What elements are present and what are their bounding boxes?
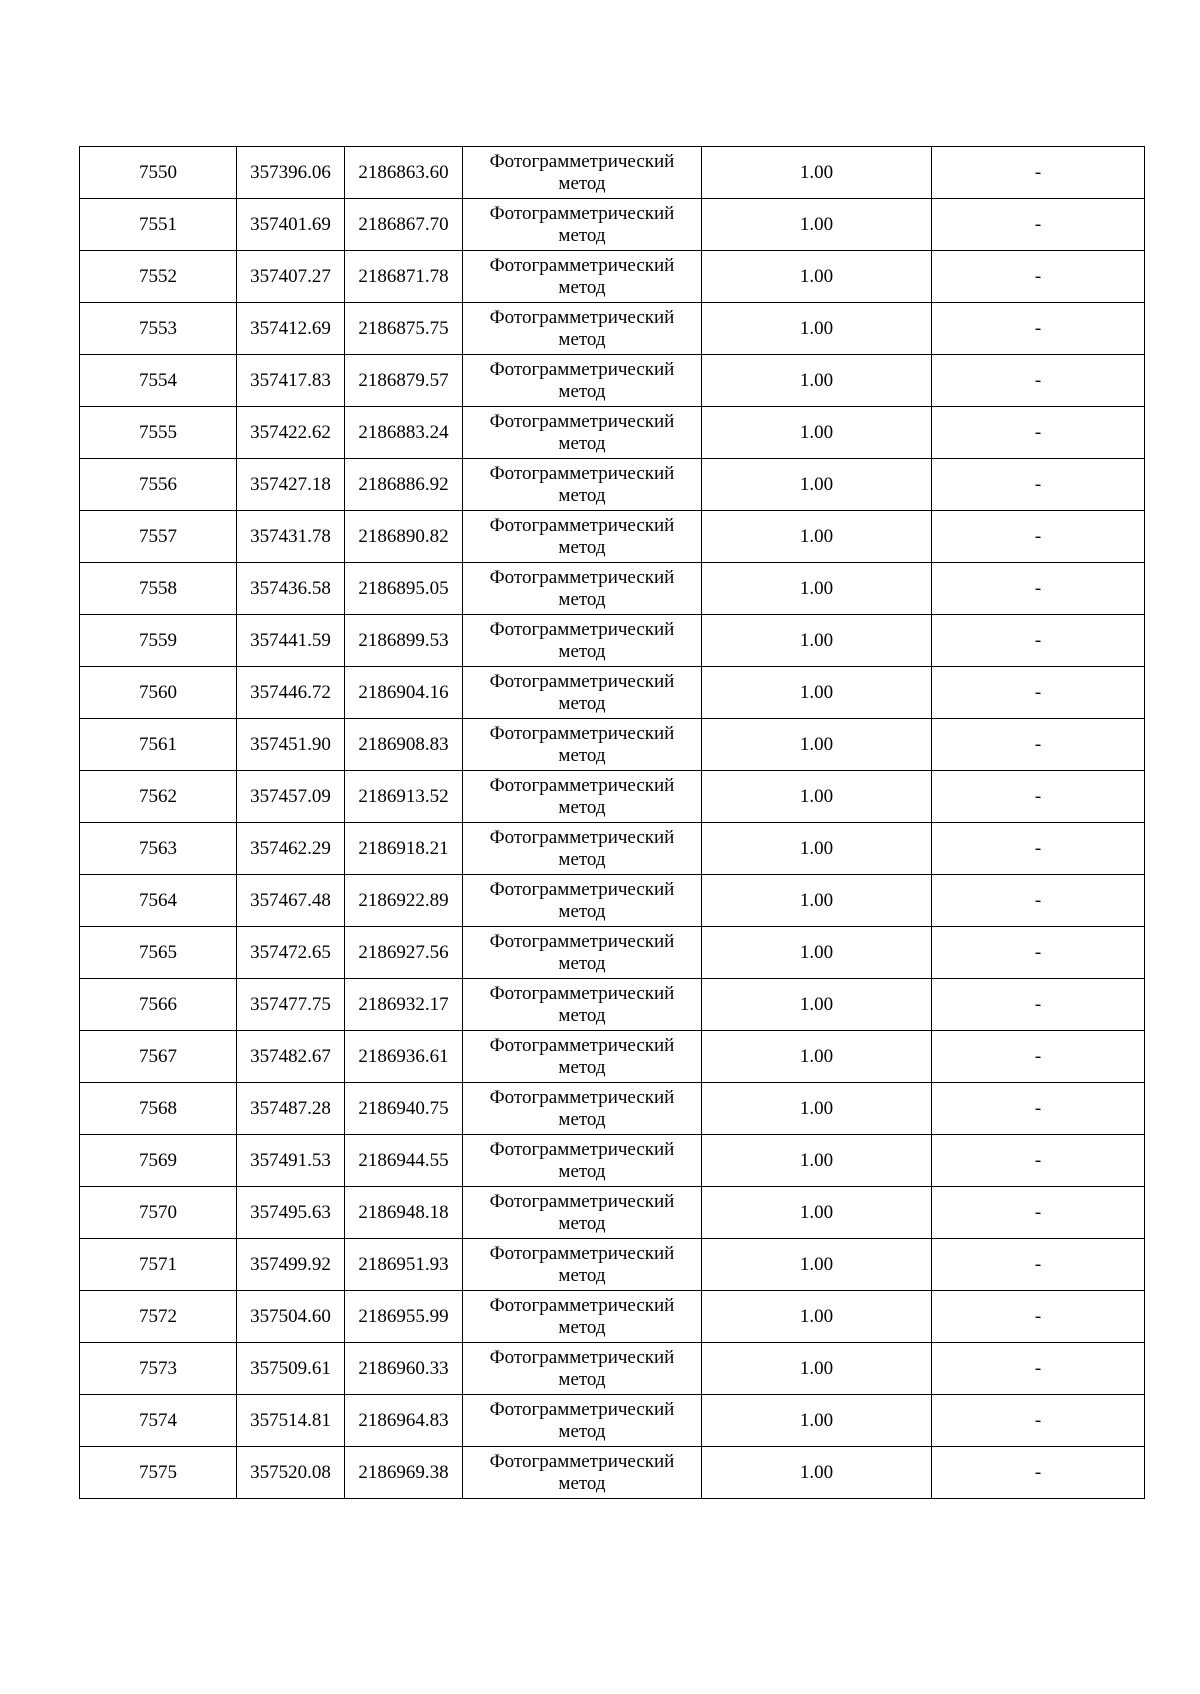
accuracy-cell: 1.00: [702, 407, 932, 459]
method-cell: [463, 719, 702, 771]
method-line-1: Фотограмметрический: [489, 826, 675, 848]
note-cell: -: [932, 1187, 1145, 1239]
table-body: [80, 147, 1145, 1499]
method-cell: [463, 1031, 702, 1083]
x-coordinate-cell: 357509.61: [237, 1343, 345, 1395]
y-coordinate-cell: 2186875.75: [345, 303, 463, 355]
method-line-1: Фотограмметрический: [489, 254, 675, 276]
method-line-2: метод: [558, 484, 606, 506]
table-row: [80, 1031, 1145, 1083]
x-coordinate-cell: 357487.28: [237, 1083, 345, 1135]
method-cell: [463, 771, 702, 823]
accuracy-cell: 1.00: [702, 1343, 932, 1395]
x-coordinate-cell: 357446.72: [237, 667, 345, 719]
method-line-2: метод: [558, 432, 606, 454]
method-cell: [463, 667, 702, 719]
accuracy-cell: 1.00: [702, 979, 932, 1031]
y-coordinate-cell: 2186927.56: [345, 927, 463, 979]
point-number-cell: 7554: [80, 355, 237, 407]
accuracy-cell: 1.00: [702, 147, 932, 199]
x-coordinate-cell: 357457.09: [237, 771, 345, 823]
table-row: [80, 979, 1145, 1031]
note-cell: -: [932, 1135, 1145, 1187]
table-row: [80, 407, 1145, 459]
point-number-cell: 7575: [80, 1447, 237, 1499]
method-cell: [463, 927, 702, 979]
point-number-cell: 7557: [80, 511, 237, 563]
method-line-2: метод: [558, 172, 606, 194]
method-line-2: метод: [558, 328, 606, 350]
method-line-2: метод: [558, 1472, 606, 1494]
y-coordinate-cell: 2186867.70: [345, 199, 463, 251]
table-row: [80, 563, 1145, 615]
method-line-1: Фотограмметрический: [489, 1294, 675, 1316]
accuracy-cell: 1.00: [702, 1083, 932, 1135]
method-cell: [463, 199, 702, 251]
method-cell: [463, 407, 702, 459]
method-cell: [463, 1343, 702, 1395]
x-coordinate-cell: 357462.29: [237, 823, 345, 875]
accuracy-cell: 1.00: [702, 927, 932, 979]
method-cell: [463, 1447, 702, 1499]
method-cell: [463, 875, 702, 927]
method-line-2: метод: [558, 1108, 606, 1130]
method-cell: [463, 1083, 702, 1135]
note-cell: -: [932, 823, 1145, 875]
method-cell: [463, 251, 702, 303]
table-row: [80, 1291, 1145, 1343]
method-line-1: Фотограмметрический: [489, 1450, 675, 1472]
method-line-1: Фотограмметрический: [489, 878, 675, 900]
y-coordinate-cell: 2186904.16: [345, 667, 463, 719]
table-row: [80, 719, 1145, 771]
x-coordinate-cell: 357422.62: [237, 407, 345, 459]
x-coordinate-cell: 357499.92: [237, 1239, 345, 1291]
method-line-2: метод: [558, 1420, 606, 1442]
method-line-2: метод: [558, 900, 606, 922]
point-number-cell: 7560: [80, 667, 237, 719]
note-cell: -: [932, 927, 1145, 979]
note-cell: -: [932, 1395, 1145, 1447]
table-row: [80, 667, 1145, 719]
method-cell: [463, 1395, 702, 1447]
y-coordinate-cell: 2186936.61: [345, 1031, 463, 1083]
point-number-cell: 7553: [80, 303, 237, 355]
accuracy-cell: 1.00: [702, 1395, 932, 1447]
method-line-2: метод: [558, 848, 606, 870]
table-row: [80, 1343, 1145, 1395]
method-cell: [463, 615, 702, 667]
note-cell: -: [932, 1083, 1145, 1135]
note-cell: -: [932, 147, 1145, 199]
y-coordinate-cell: 2186932.17: [345, 979, 463, 1031]
method-cell: [463, 147, 702, 199]
table-row: [80, 303, 1145, 355]
method-line-2: метод: [558, 380, 606, 402]
method-line-2: метод: [558, 1212, 606, 1234]
point-number-cell: 7550: [80, 147, 237, 199]
y-coordinate-cell: 2186879.57: [345, 355, 463, 407]
table-row: [80, 251, 1145, 303]
table-row: [80, 927, 1145, 979]
x-coordinate-cell: 357441.59: [237, 615, 345, 667]
note-cell: -: [932, 459, 1145, 511]
accuracy-cell: 1.00: [702, 355, 932, 407]
method-cell: [463, 1135, 702, 1187]
note-cell: -: [932, 667, 1145, 719]
table-row: [80, 1187, 1145, 1239]
point-number-cell: 7565: [80, 927, 237, 979]
note-cell: -: [932, 199, 1145, 251]
method-line-1: Фотограмметрический: [489, 150, 675, 172]
point-number-cell: 7571: [80, 1239, 237, 1291]
method-line-1: Фотограмметрический: [489, 670, 675, 692]
method-line-1: Фотограмметрический: [489, 358, 675, 380]
method-line-1: Фотограмметрический: [489, 410, 675, 432]
method-line-1: Фотограмметрический: [489, 514, 675, 536]
method-line-2: метод: [558, 744, 606, 766]
point-number-cell: 7551: [80, 199, 237, 251]
y-coordinate-cell: 2186969.38: [345, 1447, 463, 1499]
x-coordinate-cell: 357514.81: [237, 1395, 345, 1447]
method-line-2: метод: [558, 224, 606, 246]
accuracy-cell: 1.00: [702, 303, 932, 355]
y-coordinate-cell: 2186871.78: [345, 251, 463, 303]
table-row: [80, 1395, 1145, 1447]
x-coordinate-cell: 357491.53: [237, 1135, 345, 1187]
y-coordinate-cell: 2186886.92: [345, 459, 463, 511]
x-coordinate-cell: 357482.67: [237, 1031, 345, 1083]
y-coordinate-cell: 2186913.52: [345, 771, 463, 823]
method-line-1: Фотограмметрический: [489, 774, 675, 796]
table-row: [80, 355, 1145, 407]
x-coordinate-cell: 357407.27: [237, 251, 345, 303]
table-row: [80, 823, 1145, 875]
point-number-cell: 7566: [80, 979, 237, 1031]
accuracy-cell: 1.00: [702, 1187, 932, 1239]
note-cell: -: [932, 979, 1145, 1031]
y-coordinate-cell: 2186863.60: [345, 147, 463, 199]
point-number-cell: 7573: [80, 1343, 237, 1395]
note-cell: -: [932, 615, 1145, 667]
note-cell: -: [932, 251, 1145, 303]
method-line-2: метод: [558, 1368, 606, 1390]
method-line-2: метод: [558, 1004, 606, 1026]
y-coordinate-cell: 2186899.53: [345, 615, 463, 667]
method-line-2: метод: [558, 692, 606, 714]
table-row: [80, 1447, 1145, 1499]
note-cell: -: [932, 1031, 1145, 1083]
coordinates-table: [79, 146, 1145, 1499]
method-cell: [463, 563, 702, 615]
method-line-1: Фотограмметрический: [489, 462, 675, 484]
point-number-cell: 7558: [80, 563, 237, 615]
point-number-cell: 7568: [80, 1083, 237, 1135]
y-coordinate-cell: 2186948.18: [345, 1187, 463, 1239]
note-cell: -: [932, 563, 1145, 615]
point-number-cell: 7569: [80, 1135, 237, 1187]
method-line-2: метод: [558, 276, 606, 298]
method-line-2: метод: [558, 1160, 606, 1182]
method-line-2: метод: [558, 536, 606, 558]
method-line-2: метод: [558, 1056, 606, 1078]
point-number-cell: 7563: [80, 823, 237, 875]
x-coordinate-cell: 357467.48: [237, 875, 345, 927]
x-coordinate-cell: 357495.63: [237, 1187, 345, 1239]
table-row: [80, 1135, 1145, 1187]
note-cell: -: [932, 875, 1145, 927]
x-coordinate-cell: 357396.06: [237, 147, 345, 199]
point-number-cell: 7559: [80, 615, 237, 667]
method-cell: [463, 511, 702, 563]
note-cell: -: [932, 303, 1145, 355]
point-number-cell: 7574: [80, 1395, 237, 1447]
method-line-1: Фотограмметрический: [489, 1138, 675, 1160]
x-coordinate-cell: 357427.18: [237, 459, 345, 511]
note-cell: -: [932, 355, 1145, 407]
x-coordinate-cell: 357401.69: [237, 199, 345, 251]
table-row: [80, 511, 1145, 563]
point-number-cell: 7562: [80, 771, 237, 823]
point-number-cell: 7552: [80, 251, 237, 303]
x-coordinate-cell: 357520.08: [237, 1447, 345, 1499]
accuracy-cell: 1.00: [702, 771, 932, 823]
method-cell: [463, 1239, 702, 1291]
accuracy-cell: 1.00: [702, 667, 932, 719]
accuracy-cell: 1.00: [702, 511, 932, 563]
accuracy-cell: 1.00: [702, 459, 932, 511]
method-line-2: метод: [558, 952, 606, 974]
y-coordinate-cell: 2186883.24: [345, 407, 463, 459]
y-coordinate-cell: 2186908.83: [345, 719, 463, 771]
y-coordinate-cell: 2186955.99: [345, 1291, 463, 1343]
method-line-1: Фотограмметрический: [489, 202, 675, 224]
table-row: [80, 199, 1145, 251]
method-cell: [463, 1291, 702, 1343]
note-cell: -: [932, 1291, 1145, 1343]
table-row: [80, 771, 1145, 823]
method-line-2: метод: [558, 588, 606, 610]
x-coordinate-cell: 357477.75: [237, 979, 345, 1031]
point-number-cell: 7561: [80, 719, 237, 771]
note-cell: -: [932, 1239, 1145, 1291]
point-number-cell: 7570: [80, 1187, 237, 1239]
method-line-1: Фотограмметрический: [489, 1034, 675, 1056]
method-cell: [463, 303, 702, 355]
method-line-1: Фотограмметрический: [489, 306, 675, 328]
method-cell: [463, 823, 702, 875]
accuracy-cell: 1.00: [702, 1447, 932, 1499]
method-line-2: метод: [558, 640, 606, 662]
y-coordinate-cell: 2186918.21: [345, 823, 463, 875]
method-line-1: Фотограмметрический: [489, 982, 675, 1004]
method-line-2: метод: [558, 1264, 606, 1286]
table-row: [80, 1239, 1145, 1291]
table-row: [80, 615, 1145, 667]
y-coordinate-cell: 2186951.93: [345, 1239, 463, 1291]
point-number-cell: 7567: [80, 1031, 237, 1083]
note-cell: -: [932, 719, 1145, 771]
table-row: [80, 875, 1145, 927]
note-cell: -: [932, 1447, 1145, 1499]
method-cell: [463, 459, 702, 511]
accuracy-cell: 1.00: [702, 823, 932, 875]
accuracy-cell: 1.00: [702, 251, 932, 303]
x-coordinate-cell: 357472.65: [237, 927, 345, 979]
y-coordinate-cell: 2186895.05: [345, 563, 463, 615]
x-coordinate-cell: 357451.90: [237, 719, 345, 771]
method-line-1: Фотограмметрический: [489, 618, 675, 640]
point-number-cell: 7556: [80, 459, 237, 511]
note-cell: -: [932, 407, 1145, 459]
note-cell: -: [932, 511, 1145, 563]
table-row: [80, 459, 1145, 511]
y-coordinate-cell: 2186964.83: [345, 1395, 463, 1447]
note-cell: -: [932, 1343, 1145, 1395]
accuracy-cell: 1.00: [702, 719, 932, 771]
accuracy-cell: 1.00: [702, 1031, 932, 1083]
x-coordinate-cell: 357417.83: [237, 355, 345, 407]
x-coordinate-cell: 357412.69: [237, 303, 345, 355]
method-line-1: Фотограмметрический: [489, 1190, 675, 1212]
method-line-1: Фотограмметрический: [489, 1346, 675, 1368]
table-row: [80, 147, 1145, 199]
method-line-1: Фотограмметрический: [489, 1398, 675, 1420]
x-coordinate-cell: 357436.58: [237, 563, 345, 615]
y-coordinate-cell: 2186890.82: [345, 511, 463, 563]
accuracy-cell: 1.00: [702, 1135, 932, 1187]
point-number-cell: 7572: [80, 1291, 237, 1343]
accuracy-cell: 1.00: [702, 563, 932, 615]
y-coordinate-cell: 2186960.33: [345, 1343, 463, 1395]
method-line-1: Фотограмметрический: [489, 566, 675, 588]
method-line-1: Фотограмметрический: [489, 722, 675, 744]
point-number-cell: 7555: [80, 407, 237, 459]
method-line-1: Фотограмметрический: [489, 1086, 675, 1108]
method-line-2: метод: [558, 796, 606, 818]
method-line-1: Фотограмметрический: [489, 1242, 675, 1264]
y-coordinate-cell: 2186922.89: [345, 875, 463, 927]
accuracy-cell: 1.00: [702, 1291, 932, 1343]
method-cell: [463, 979, 702, 1031]
accuracy-cell: 1.00: [702, 1239, 932, 1291]
y-coordinate-cell: 2186944.55: [345, 1135, 463, 1187]
method-cell: [463, 355, 702, 407]
table-row: [80, 1083, 1145, 1135]
point-number-cell: 7564: [80, 875, 237, 927]
accuracy-cell: 1.00: [702, 875, 932, 927]
method-cell: [463, 1187, 702, 1239]
accuracy-cell: 1.00: [702, 199, 932, 251]
x-coordinate-cell: 357431.78: [237, 511, 345, 563]
method-line-1: Фотограмметрический: [489, 930, 675, 952]
x-coordinate-cell: 357504.60: [237, 1291, 345, 1343]
note-cell: -: [932, 771, 1145, 823]
accuracy-cell: 1.00: [702, 615, 932, 667]
y-coordinate-cell: 2186940.75: [345, 1083, 463, 1135]
method-line-2: метод: [558, 1316, 606, 1338]
